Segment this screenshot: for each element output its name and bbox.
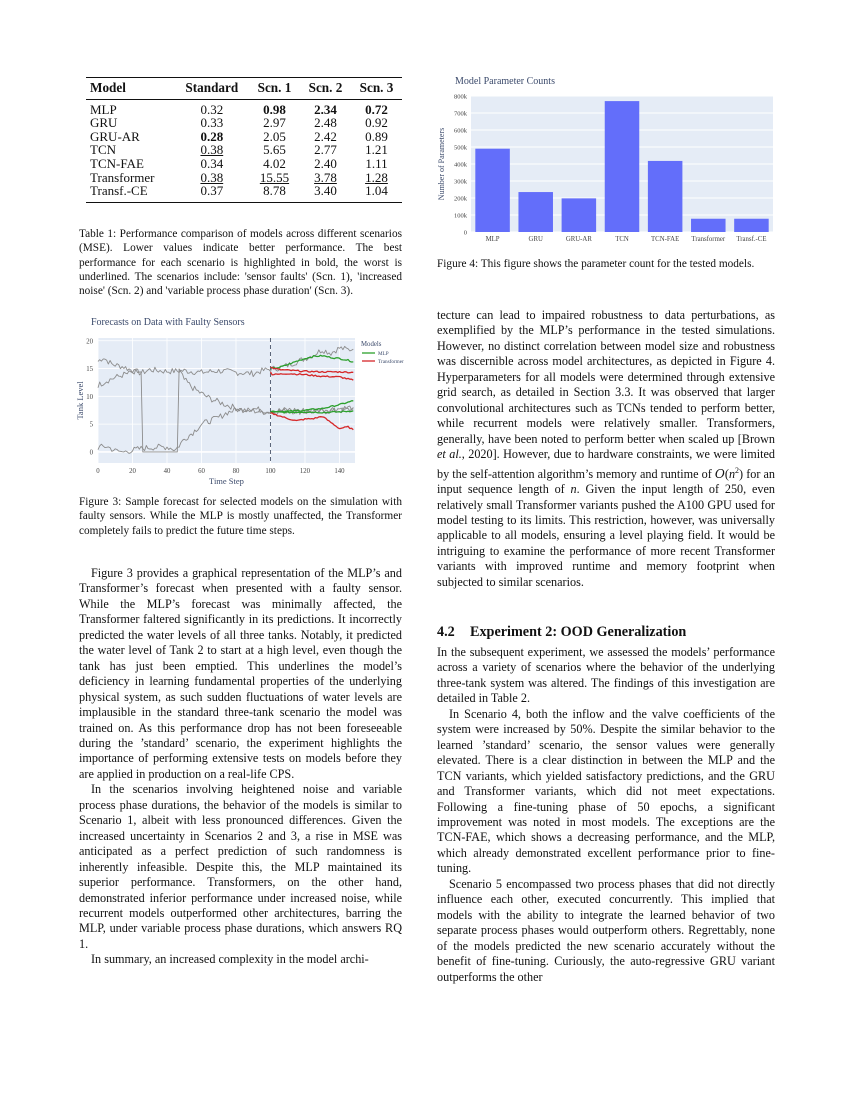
mse-cell: 3.78 <box>314 169 337 185</box>
mse-cell: 2.77 <box>314 142 337 158</box>
mse-cell: 0.38 <box>200 169 224 185</box>
mse-cell: 2.97 <box>263 115 286 131</box>
col-header-scn2: Scn. 2 <box>308 80 343 95</box>
text-run: tecture can lead to impaired robustness to data perturbations, as exemplified by the MLP’s performance in the tested simulations. However, no distinct correlation between model size and robustness was discernible across model architectures, as depicted in Figure 4. Hyperparameters for all models were determined through extensive grid search, as detailed in Section 3.3. It was observed that larger convolutional architectures such as TCNs tended to perform better, while recurrent models were relatively smaller. Transformers, generally, have been noted to perform better when scaled up [Brown <box>437 308 775 446</box>
section-heading <box>437 624 686 641</box>
math-n: n <box>728 466 736 481</box>
figure3-caption: Figure 3: Sample forecast for selected models on the simulation with faulty sensors. While the MLP is mostly unaffected, the Transformer completely fails to predict the future time steps. <box>79 496 402 537</box>
mse-cell: 2.48 <box>314 115 337 131</box>
mse-cell: 2.34 <box>314 101 337 117</box>
x-tick-label: GRU-AR <box>565 236 592 243</box>
model-name-cell: Transformer <box>90 169 155 185</box>
text-run: for an input sequence length of <box>437 466 776 497</box>
model-name-cell: TCN-FAE <box>90 155 144 171</box>
mse-cell: 1.04 <box>365 183 388 199</box>
mse-cell: 4.02 <box>263 155 286 171</box>
legend-title: Models <box>361 341 382 348</box>
math-exponent: 2 <box>735 465 740 475</box>
y-axis-label: Number of Parameters <box>437 127 446 201</box>
legend-label: MLP <box>378 351 389 357</box>
text-run: , 2020]. However, due to hardware constraints, we were limited by the self-attention algorithm’s memory and runtime of <box>437 447 775 481</box>
y-tick-label: 15 <box>86 366 93 374</box>
mse-cell: 5.65 <box>263 142 286 158</box>
model-name-cell: GRU <box>90 115 118 131</box>
mse-cell: 0.28 <box>200 128 224 144</box>
table-row <box>86 171 402 185</box>
math-big-o: O <box>714 466 725 481</box>
text-run: . Given the input length of 250, even relatively small Transformer variants pushed the A100 GPU used for model testing to its limits. This restriction, however, was universally applicable to all models, ensuring a level playing field. It would be intriguing to examine the performance of more recent Transformer variants with improved runtime and memory footprint when subjected to similar scenarios. <box>437 482 775 589</box>
mse-cell: 0.72 <box>365 101 388 117</box>
bar <box>475 149 510 232</box>
paragraph: In the subsequent experiment, we assessed the models’ performance across a variety of scenarios where the behavior of the underlying three-tank system was altered. The findings of this investigation are detailed in Table 2. <box>437 645 775 706</box>
table-row <box>86 116 402 130</box>
x-tick-label: 0 <box>96 468 100 475</box>
mse-cell: 1.28 <box>365 169 388 185</box>
col-header-model: Model <box>90 80 126 95</box>
y-tick-label: 500k <box>454 144 467 152</box>
mse-cell: 1.21 <box>365 142 388 158</box>
math-n: n <box>570 482 577 497</box>
mse-cell: 15.55 <box>259 169 290 185</box>
mse-cell: 0.92 <box>365 115 388 131</box>
mse-cell: 0.32 <box>200 101 224 117</box>
y-tick-label: 10 <box>86 393 93 401</box>
table-row <box>86 184 402 202</box>
table-row <box>86 99 402 116</box>
x-tick-label: 60 <box>198 468 205 475</box>
bar <box>605 101 640 232</box>
section-title: Experiment 2: OOD Generalization <box>470 624 687 640</box>
table-row <box>86 130 402 144</box>
x-tick-label: TCN <box>615 236 629 243</box>
mse-cell: 8.78 <box>263 183 286 199</box>
bar <box>562 198 597 232</box>
paragraph: Figure 3 provides a graphical representation of the MLP’s and Transformer’s forecast when presented with a faulty sensor. While the MLP’s forecast was minimally affected, the Transformer faltered significantly in its predictions. It incorrectly predicted the water levels of all three tanks. Notably, it predicted the water level of Tank 2 to start at a high level, even though the tank has just been emptied. This underlines the model’s deficiency in learning fundamental properties of the underlying physical system, as such sudden fluctuations of water levels are implausible in the standard three-tank scenario the model was trained on. As this performance drop has not been foreseeable during the ’standard’ scenario, the experiment highlights the importance of performing extensive tests on models before they are applied in production on a real-life CPS. <box>79 566 402 781</box>
table-row <box>86 157 402 171</box>
mse-cell: 3.40 <box>314 183 337 199</box>
right-column-text-bottom <box>437 645 775 985</box>
text-run-italic: et al. <box>437 447 462 462</box>
left-column-text <box>79 566 402 968</box>
model-name-cell: Transf.-CE <box>90 183 148 199</box>
x-tick-label: 80 <box>232 468 240 475</box>
bar <box>518 192 553 232</box>
col-header-standard: Standard <box>185 80 239 95</box>
mse-cell: 2.42 <box>314 128 337 144</box>
bar-chart-title: Model Parameter Counts <box>455 76 555 87</box>
section-number: 4.2 <box>437 624 455 640</box>
mse-cell: 0.98 <box>263 101 286 117</box>
x-tick-label: 20 <box>129 468 136 475</box>
mse-cell: 2.05 <box>263 128 286 144</box>
y-tick-label: 20 <box>86 338 93 346</box>
legend-label: Transformer <box>378 359 404 365</box>
mse-cell: 0.38 <box>200 142 224 158</box>
table-row <box>86 143 402 157</box>
figure4-caption: Figure 4: This figure shows the parameter count for the tested models. <box>437 258 755 270</box>
faulty-sensors-line-chart <box>75 330 415 490</box>
x-tick-label: 120 <box>299 468 311 475</box>
col-header-scn3: Scn. 3 <box>359 80 394 95</box>
x-tick-label: 100 <box>265 468 276 475</box>
mse-cell: 2.40 <box>314 155 337 171</box>
table-body <box>86 99 402 202</box>
y-tick-label: 600k <box>454 127 467 135</box>
bar <box>734 219 769 232</box>
model-name-cell: TCN <box>90 142 116 158</box>
y-tick-label: 200k <box>454 195 467 203</box>
bar <box>648 161 683 232</box>
paragraph: In summary, an increased complexity in the model archi- <box>91 952 369 967</box>
y-tick-label: 0 <box>89 449 93 457</box>
paragraph: In the scenarios involving heightened noise and variable process phase durations, the behavior of the models is similar to Scenario 1, albeit with less pronounced differences. Given the increased uncertainty in Scenarios 2 and 3, a rise in MSE was anticipated as a perfect prediction of such randomness is inherently infeasible. Despite this, the MLP maintained its superior performance. Transformers, on the other hand, demonstrated inferior performance under increased noise, while recurrent models outperformed other architectures, barring the MLP, under variable process phase durations, which answers RQ 1. <box>79 782 402 951</box>
mse-cell: 0.33 <box>200 115 224 131</box>
mse-cell: 0.34 <box>200 155 224 171</box>
x-tick-label: GRU <box>528 236 543 243</box>
x-tick-label: MLP <box>485 236 500 243</box>
model-name-cell: MLP <box>90 101 117 117</box>
line-chart-title: Forecasts on Data with Faulty Sensors <box>91 317 245 328</box>
mse-cell: 1.11 <box>365 155 388 171</box>
bar <box>691 219 726 232</box>
parameter-count-bar-chart <box>435 90 780 250</box>
right-column-text-top <box>437 308 775 590</box>
mse-cell: 0.89 <box>365 128 388 144</box>
x-axis-label: Time Step <box>209 476 244 486</box>
col-header-scn1: Scn. 1 <box>257 80 292 95</box>
y-tick-label: 400k <box>454 161 467 169</box>
x-tick-label: Transf.-CE <box>736 236 767 243</box>
x-tick-label: Transformer <box>691 236 726 243</box>
y-tick-label: 700k <box>454 110 467 118</box>
x-tick-label: TCN-FAE <box>651 236 680 243</box>
table1-caption: Table 1: Performance comparison of models across different scenarios (MSE). Lower values indicate better performance. The best performance for each scenario is highlighted in bold, the worst is underlined. The scenarios include: 'sensor faults' (Scn. 1), 'increased noise' (Scn. 2) and 'variable process phase duration' (Scn. 3). <box>79 228 402 298</box>
model-name-cell: GRU-AR <box>90 128 140 144</box>
table-header-row <box>86 78 402 100</box>
y-tick-label: 5 <box>89 421 93 429</box>
paragraph: tecture can lead to impaired robustness to data perturbations, as exemplified by the MLP’s performance in the tested simulations. However, no distinct correlation between model size and robustness was discernible across model architectures, as depicted in Figure 4. Hyperparameters for all models were determined through extensive grid search, as detailed in Section 3.3. It was observed that larger convolutional architectures such as TCNs tended to perform better, while recurrent models were relatively smaller. Transformers, generally, have been noted to perform better when scaled up [Brown et al., 2020]. However, due to hardware constraints, we were limited by the self-attention algorithm’s memory and runtime of $O(n^2)$ for an input sequence length of n. Given the input length of 250, even relatively small Transformer variants pushed the A100 GPU used for model testing to its limits. This restriction, however, was universally applicable to all models, ensuring a level playing field. It would be intriguing to examine the performance of more recent Transformer variants with improved runtime and memory footprint when subjected to similar scenarios. <box>437 308 776 589</box>
y-axis-label: Tank Level <box>75 381 85 420</box>
paragraph: Scenario 5 encompassed two process phases that did not directly influence each other, executed concurrently. This implied that models with the ability to integrate the learned behavior of two separate process phases would outperform others. Regrettably, none of the models predicted the new scenario accurately without the benefit of fine-tuning. Curiously, the auto-regressive GRU variant outperforms the other <box>437 876 775 984</box>
y-tick-label: 300k <box>454 178 467 186</box>
y-tick-label: 800k <box>454 93 467 101</box>
paragraph: In Scenario 4, both the inflow and the valve coefficients of the system were increased by 50%. Despite the similar behavior to the learned ’standard’ scenario, the sensor values were generally elevated. There is a clear distinction in between the MLP and the TCN variants, which yielded satisfactory predictions, and the GRU and Transformer variants, which did not meet expectations. Following a fine-tuning phase of 50 epochs, a significant improvement was noted in most models. The exceptions are the TCN-FAE, which shows a decreasing performance, and the MLP, which already demonstrated excellent performance prior to fine-tuning. <box>437 706 775 876</box>
y-tick-label: 0 <box>463 229 467 237</box>
y-tick-label: 100k <box>454 212 467 220</box>
results-table <box>86 77 402 203</box>
x-tick-label: 40 <box>163 468 171 475</box>
x-tick-label: 140 <box>334 468 345 475</box>
mse-cell: 0.37 <box>200 183 224 199</box>
